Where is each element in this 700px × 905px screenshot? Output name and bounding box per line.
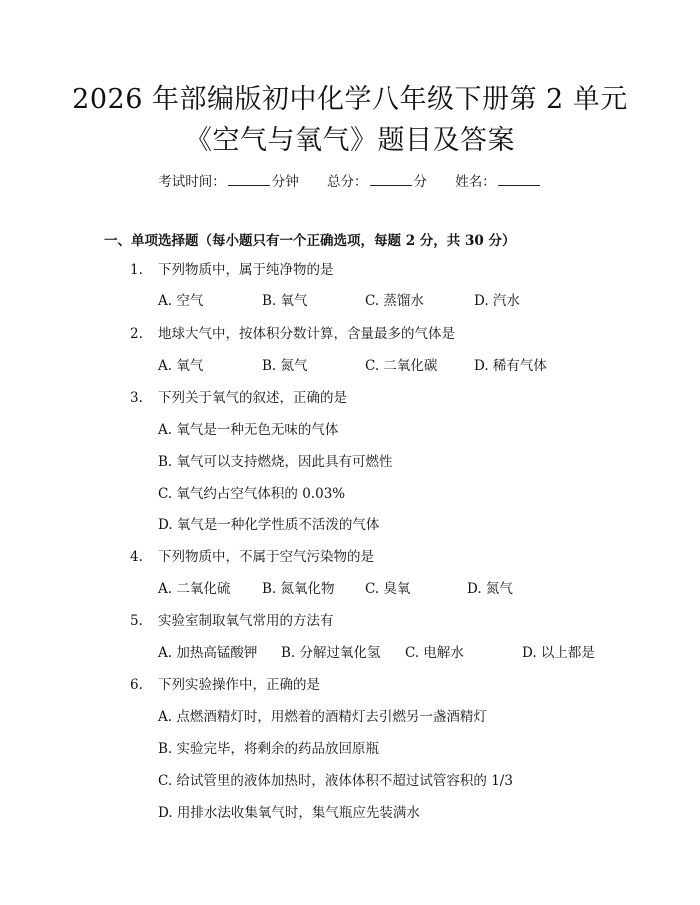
option-a-text: A. 点燃酒精灯时，用燃着的酒精灯去引燃另一盏酒精灯	[158, 709, 487, 725]
option-b: B. 氧气	[262, 293, 308, 309]
exam-time-unit: 分钟	[271, 174, 299, 190]
question-number: 6.	[130, 677, 143, 693]
question-number: 4.	[130, 549, 143, 565]
exam-time-blank	[228, 173, 270, 186]
question-number: 1.	[130, 262, 143, 278]
option-b: B. 分解过氧化氢	[281, 645, 381, 661]
option-b-text: B. 氧气可以支持燃烧，因此具有可燃性	[158, 454, 393, 470]
exam-info-row	[0, 170, 700, 190]
option-b: B. 氮气	[262, 358, 308, 374]
exam-time-field	[158, 170, 299, 190]
total-score-field	[327, 170, 427, 190]
question-number: 5.	[130, 613, 143, 629]
section-heading: 一、单项选择题（每小题只有一个正确选项，每题 2 分，共 30 分）	[104, 233, 516, 249]
option-c: C. 蒸馏水	[365, 293, 424, 309]
option-a: A. 二氧化硫	[158, 581, 231, 597]
option-a-text: A. 氧气是一种无色无味的气体	[158, 422, 339, 438]
exam-time-label: 考试时间：	[158, 174, 226, 190]
total-score-label: 总分：	[327, 174, 368, 190]
option-b-text: B. 实验完毕，将剩余的药品放回原瓶	[158, 741, 380, 757]
student-name-blank	[498, 173, 540, 186]
total-score-blank	[370, 173, 412, 186]
option-d: D. 以上都是	[522, 645, 595, 661]
option-d: D. 稀有气体	[474, 358, 547, 374]
question-text: 下列物质中，属于纯净物的是	[158, 262, 334, 278]
option-c: C. 电解水	[405, 645, 464, 661]
question-text: 下列物质中，不属于空气污染物的是	[158, 549, 374, 565]
option-a: A. 氧气	[158, 358, 204, 374]
question-text: 实验室制取氧气常用的方法有	[158, 613, 334, 629]
option-a: A. 空气	[158, 293, 204, 309]
option-d-text: D. 用排水法收集氧气时，集气瓶应先装满水	[158, 805, 420, 821]
question-number: 2.	[130, 326, 143, 342]
option-c-text: C. 氧气约占空气体积的 0.03%	[158, 486, 346, 502]
student-name-field	[455, 170, 542, 190]
option-d: D. 汽水	[474, 293, 520, 309]
question-text: 地球大气中，按体积分数计算，含量最多的气体是	[158, 326, 455, 342]
option-b: B. 氮氧化物	[262, 581, 335, 597]
page-title-line2: 《空气与氧气》题目及答案	[185, 125, 515, 156]
student-name-label: 姓名：	[455, 174, 496, 190]
option-c-text: C. 给试管里的液体加热时，液体体积不超过试管容积的 1/3	[158, 773, 513, 789]
option-c: C. 臭氧	[365, 581, 411, 597]
option-d: D. 氮气	[467, 581, 513, 597]
question-text: 下列关于氧气的叙述，正确的是	[158, 390, 347, 406]
question-number: 3.	[130, 390, 143, 406]
option-d-text: D. 氧气是一种化学性质不活泼的气体	[158, 517, 380, 533]
question-text: 下列实验操作中，正确的是	[158, 677, 320, 693]
option-a: A. 加热高锰酸钾	[158, 645, 258, 661]
page-title-line1: 2026 年部编版初中化学八年级下册第 2 单元	[72, 84, 628, 115]
option-c: C. 二氧化碳	[365, 358, 438, 374]
total-score-unit: 分	[413, 174, 427, 190]
